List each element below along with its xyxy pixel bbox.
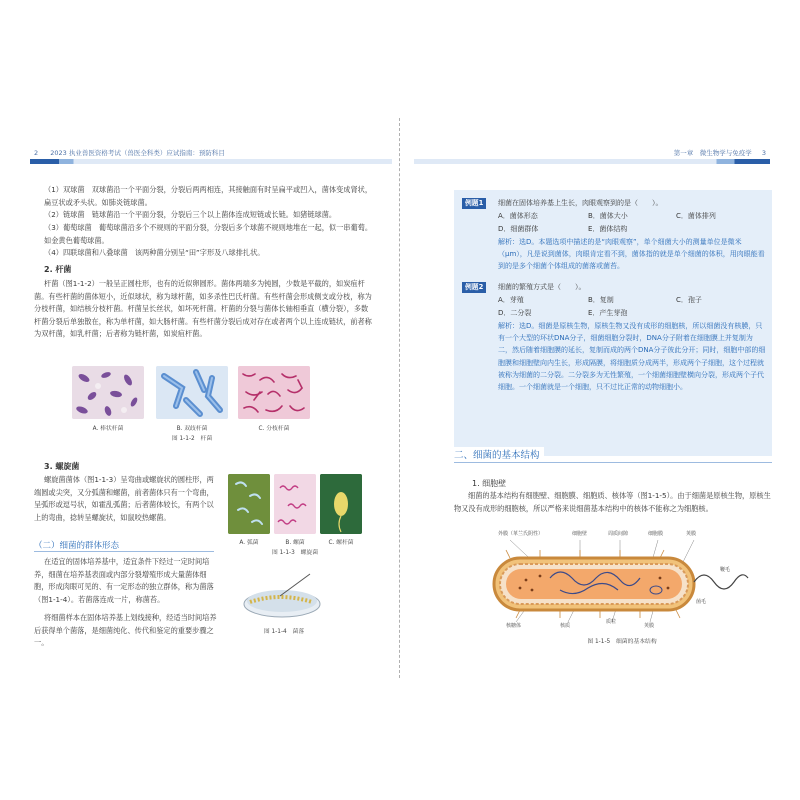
label-plasmid: 质粒 [606,619,617,625]
label-ribosome: 核糖体 [506,623,522,629]
example-1-answer: 解析：选D。本题选项中描述的是“肉眼观察”，单个细菌大小的测量单位是微米（μm），凡是说到菌体，肉眼肯定看不到，菌体指的就是单个细菌的体积，用肉眼能看到的是多个细菌个体组成的菌落或菌苔。 [498,238,765,271]
left-page-number: 2 [34,149,39,157]
para-colony-2: 将细菌样本在固体培养基上划线接种，经适当时间培养后获得单个菌落，是细菌纯化、传代和鉴定的重要步骤之一。 [34,613,217,647]
heading-basic-structure: 二、细菌的基本结构 [454,447,544,461]
figure-bacterium-title: 图 1-1-5 细菌的基本结构 [587,639,657,645]
para-rod: 杆菌（图1-1-2）一般呈正圆柱形，也有的近似卵圆形。菌体两端多为钝圆，少数是平截的，如炭疽杆菌。有些杆菌的菌体短小，近似球状，称为球杆菌，如多杀性巴氏杆菌。有些杆菌会形成侧支或分枝，称为分枝杆菌，如结核分枝杆菌。杆菌呈长丝状，如坏死杆菌。杆菌的分裂与菌体长轴相垂直（横分裂），多数杆菌分裂后单独散在，称为单杆菌，如大肠杆菌。有些杆菌分裂后成对存在或者两个以上连成链状，前者称为双杆菌，如乳杆菌；后者称为链杆菌，如炭疽杆菌。 [34,279,372,338]
example-1-question: 细菌在固体培养基上生长，肉眼观察到的是（ ）。 [498,199,663,207]
figure-rod-c-caption: C. 分枝杆菌 [258,426,290,432]
right-header [414,146,770,160]
left-header-title: 2023 执业兽医资格考试（兽医全科类）应试指南：预防科目 [50,149,225,157]
example-2-tag: 例题2 [462,282,486,293]
figure-rod-title: 图 1-1-2 杆菌 [171,436,213,442]
para-staphylococcus: （3）葡萄球菌 葡萄球菌沿多个不规则的平面分裂，分裂后多个球菌不规则地堆在一起，似一串葡萄。如金黄色葡萄球菌。 [44,223,373,245]
right-page-number: 3 [761,149,766,157]
label-flagellum: 鞭毛 [720,567,731,573]
example-2-option-b: B．复制 [588,296,614,304]
example-2-answer: 解析：选D。细菌是原核生物，原核生物又没有成形的细胞核，所以细菌没有核膜，只有一个大型的环状DNA分子，细菌细胞分裂时，DNA分子附着在细胞膜上并复制为二，然后随着细胞膜的延长，复制而成的两个DNA分子彼此分开；同时，细胞中部的细胞膜和细胞壁向内生长，形成隔膜，将细胞质分成两半，形成两个子细胞，这个过程就被称为细菌的二分裂。二分裂多为无性繁殖，一个细菌细胞壁横向分裂，形成两个子代细胞。一个细菌就是一个细胞，只不过比正常的动物细胞小。 [498,322,766,392]
para-streptococcus: （2）链球菌 链球菌沿一个平面分裂，分裂后三个以上菌体连成短链或长链。如猪链球菌。 [44,210,337,219]
label-capsule: 荚膜 [686,531,697,537]
para-spiral: 螺旋菌菌体（图1-1-3）呈弯曲或螺旋状的圆柱形，两端圆或尖突，又分弧菌和螺菌，前者菌体只有一个弯曲，呈弧形或逗号状，如霍乱弧菌；后者菌体较长，有两个以上的弯曲，捻转呈螺旋状，如鼠咬热螺菌。 [34,475,214,522]
figure-spiral-c-caption: C. 螺杆菌 [328,540,354,546]
para-colony: 在适宜的固体培养基中，适宜条件下经过一定时间培养，细菌在培养基表面或内部分裂增殖形成大量菌体细胞，形成肉眼可见的、有一定形态的独立群体，称为菌落（图1-1-4）。若菌落连成一片，称菌苔。 [34,557,214,604]
figure-colony-title: 图 1-1-4 菌落 [263,629,305,635]
left-header-bar [30,159,392,164]
figure-rod-c-image [238,366,310,419]
example-1-tag: 例题1 [462,198,486,209]
example-2-option-e: E．产生芽孢 [588,309,628,317]
figure-spiral-a-caption: A. 弧菌 [239,540,259,546]
figure-spiral-title: 图 1-1-3 螺旋菌 [271,550,319,556]
label-nucleoid: 核质 [560,623,571,629]
figure-spiral-a-image [228,474,270,534]
heading-rod: 2. 杆菌 [44,265,72,274]
heading-spiral: 3. 螺旋菌 [44,462,80,471]
figure-spiral-b-caption: B. 螺菌 [285,540,305,546]
example-2-question: 细菌的繁殖方式是（ ）。 [498,283,586,291]
example-1-option-d: D．细菌群体 [498,225,539,233]
example-2-option-d: D．二分裂 [498,309,532,317]
example-1-option-e: E．菌体结构 [588,225,628,233]
example-1-option-c: C．菌体排列 [676,212,716,220]
figure-rod-b-caption: B. 双歧杆菌 [176,426,208,432]
para-structure: 细菌的基本结构有细胞壁、细胞膜、细胞质、核体等（图1-1-5）。由于细菌是原核生物，原核生物又没有成形的细胞核，所以严格来说细菌基本结构中的核体不能称之为细胞核。 [454,491,771,513]
examples-panel [454,190,772,456]
label-cell-membrane: 细胞膜 [648,531,664,537]
page-divider [399,118,400,678]
right-header-title: 第一章 微生物学与免疫学 [673,149,752,157]
para-diplococcus: （1）双球菌 双球菌沿一个平面分裂，分裂后两两相连，其接触面有时呈扁平或凹入，菌体变成肾状，扁豆状或矛头状。如肺炎链球菌。 [44,185,373,207]
figure-rod-a-image [72,366,144,419]
figure-rod-b-image [156,366,228,419]
figure-spiral-c-image [320,474,362,534]
figure-rod-a-caption: A. 棒状杆菌 [92,426,124,432]
heading-underline [34,551,214,552]
label-pili: 菌毛 [696,599,707,605]
label-capsule-bottom: 荚膜 [644,623,655,629]
para-tetrad: （4）四联球菌和八叠球菌 该两种菌分别呈“田”字形及八球排扎状。 [44,248,265,257]
label-periplasmic-space: 周质间隙 [608,531,629,537]
example-1-option-a: A．菌体形态 [498,212,538,220]
right-page [402,0,800,800]
left-header [30,146,392,160]
example-2-option-a: A．芽殖 [498,296,524,304]
left-page [0,0,398,800]
label-outer-membrane: 外膜（革兰氏阴性） [498,531,544,537]
right-header-bar [414,159,770,164]
heading-colony-morphology: （二）细菌的群体形态 [34,541,120,551]
example-1-option-b: B．菌体大小 [588,212,628,220]
figure-colony-image [240,572,324,622]
example-2-option-c: C．孢子 [676,296,702,304]
heading-cell-wall: 1. 细胞壁 [472,479,507,488]
heading-structure-underline [454,462,772,463]
label-cell-wall: 细胞壁 [572,531,588,537]
figure-spiral-b-image [274,474,316,534]
